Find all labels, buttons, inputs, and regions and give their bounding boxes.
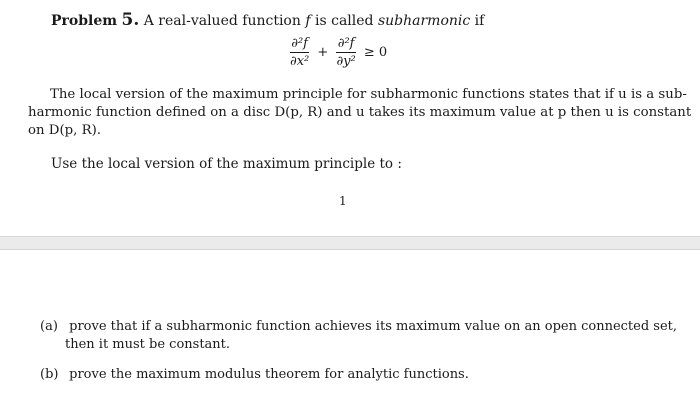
part-b	[40, 366, 469, 384]
max-principle-paragraph	[28, 86, 692, 140]
function-symbol: f	[305, 13, 311, 29]
instruction-text: Use the local version of the maximum principle to :	[51, 156, 402, 172]
subharmonic-term: subharmonic	[377, 13, 471, 29]
if-text: if	[474, 13, 485, 29]
part-a-tag: (a)	[40, 319, 58, 334]
problem-label: Problem	[51, 13, 118, 29]
part-a-text: prove that if a subharmonic function achieves its maximum value on an open connected set,	[69, 319, 678, 334]
part-b-text: prove the maximum modulus theorem for analytic functions.	[69, 367, 469, 382]
page-number: 1	[339, 194, 347, 208]
laplacian-formula	[290, 36, 391, 80]
problem-statement	[51, 10, 484, 30]
fraction-y-numerator: ∂²f	[337, 36, 355, 51]
inequality: ≥ 0	[363, 45, 388, 60]
part-a-continuation: then it must be constant.	[65, 337, 231, 352]
fraction-x	[290, 36, 309, 69]
page-separator	[0, 236, 700, 250]
paragraph-line: The local version of the maximum principle for subharmonic functions states that if u is a sub-	[50, 87, 687, 102]
problem-intro: A real-valued function	[143, 13, 301, 29]
fraction-x-denominator: ∂x²	[290, 54, 310, 69]
fraction-x-numerator: ∂²f	[291, 36, 308, 51]
fraction-y	[336, 36, 355, 69]
plus-sign: +	[317, 45, 329, 60]
is-called-text: is called	[314, 13, 374, 29]
part-b-tag: (b)	[40, 367, 59, 382]
fraction-y-denominator: ∂y²	[336, 54, 356, 69]
problem-number: 5.	[121, 10, 140, 30]
part-a	[40, 318, 677, 336]
paragraph-line: on D(p, R).	[28, 123, 102, 138]
paragraph-line: harmonic function defined on a disc D(p, R) and u takes its maximum value at p then u is constant	[28, 105, 692, 120]
